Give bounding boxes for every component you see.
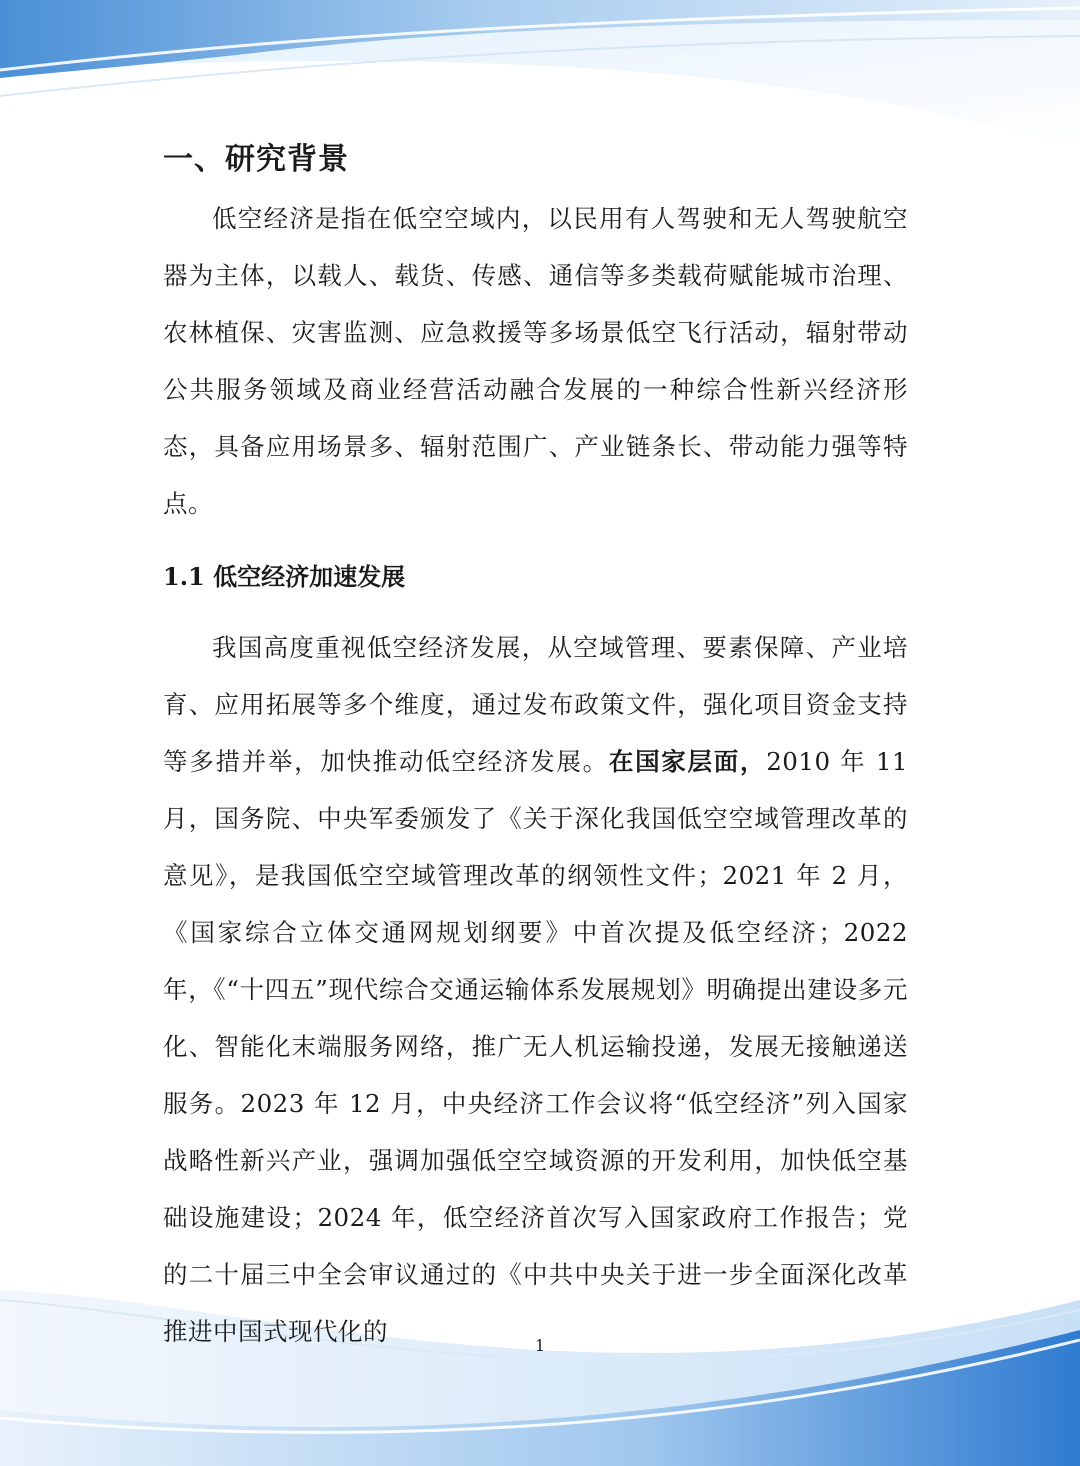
paragraph-2 — [163, 619, 908, 1360]
paragraph-2-bold-text: 在国家层面， — [608, 747, 767, 776]
page-number: 1 — [534, 1336, 546, 1355]
section-heading: 一、研究背景 — [163, 142, 349, 177]
paragraph-1: 低空经济是指在低空空域内，以民用有人驾驶和无人驾驶航空器为主体，以载人、载货、传感、通信等多类载荷赋能城市治理、农林植保、灾害监测、应急救援等多场景低空飞行活动，辐射带动公共服务领域及商业经营活动融合发展的一种综合性新兴经济形态，具备应用场景多、辐射范围广、产业链条长、带动能力强等特点。 — [163, 204, 908, 518]
subsection-heading: 1.1 低空经济加速发展 — [163, 562, 406, 591]
paragraph-2-text-a: 我国高度重视低空经济发展，从空域管理、要素保障、产业培育、应用拓展等多个维度，通过发布政策文件，强化项目资金支持等多措并举，加快推动低空经济发展。 — [163, 633, 908, 776]
paragraph-2-text-b: 2010 年 11 月，国务院、中央军委颁发了《关于深化我国低空空域管理改革的意见》，是我国低空空域管理改革的纲领性文件；2021 年 2 月，《国家综合立体交通网规划纲要》中首次提及低空经济；2022 年，《“十四五”现代综合交通运输体系发展规划》明确提出建设多元化、智能化末端服务网络，推广无人机运输投递，发展无接触递送服务。2023 年 12 月，中央经济工作会议将“低空经济”列入国家战略性新兴产业，强调加强低空空域资源的开发利用，加快低空基础设施建设；2024 年，低空经济首次写入国家政府工作报告；党的二十届三中全会审议通过的《中共中央关于进一步全面深化改革 推进中国式现代化的 — [163, 747, 908, 1346]
